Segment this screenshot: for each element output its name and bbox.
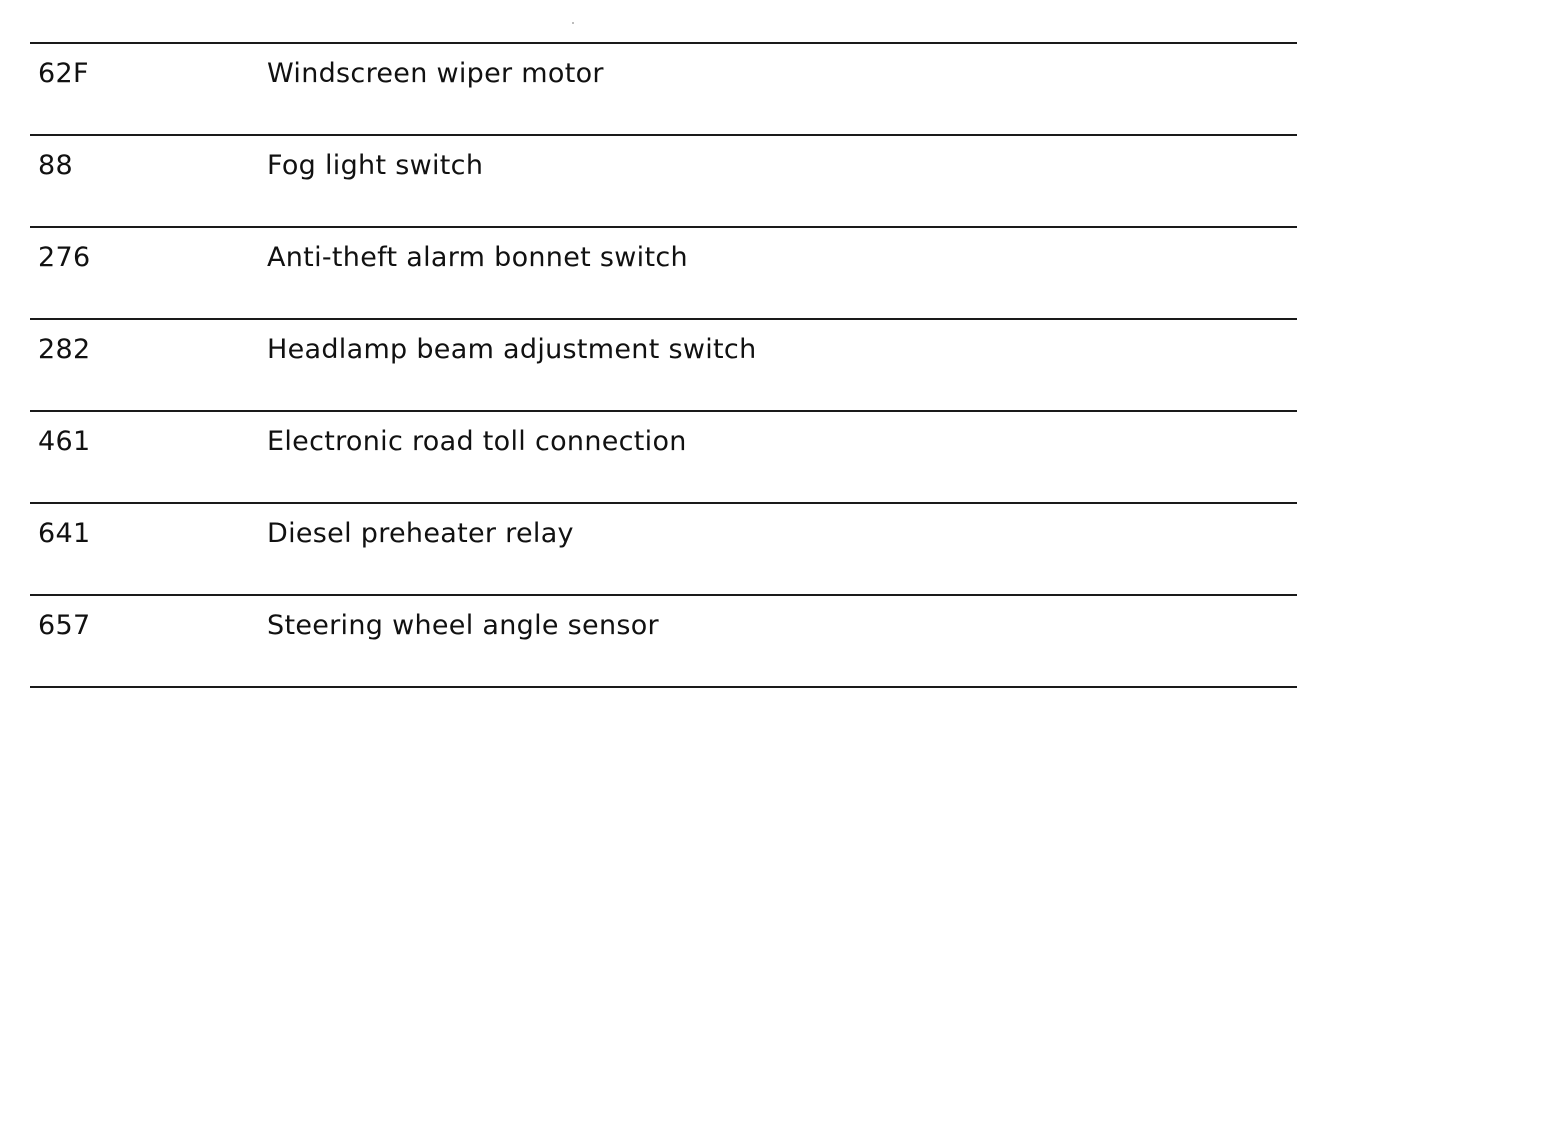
table-row xyxy=(30,504,1297,596)
component-description: Headlamp beam adjustment switch xyxy=(267,334,757,365)
component-description: Fog light switch xyxy=(267,150,484,181)
component-code: 276 xyxy=(38,242,91,273)
scan-speck xyxy=(572,22,574,24)
table-row xyxy=(30,412,1297,504)
component-description: Anti-theft alarm bonnet switch xyxy=(267,242,688,273)
table-row xyxy=(30,136,1297,228)
component-description: Windscreen wiper motor xyxy=(267,58,604,89)
table-row xyxy=(30,44,1297,136)
table-row xyxy=(30,228,1297,320)
component-description: Diesel preheater relay xyxy=(267,518,574,549)
component-description: Electronic road toll connection xyxy=(267,426,687,457)
table-row xyxy=(30,596,1297,688)
component-description: Steering wheel angle sensor xyxy=(267,610,659,641)
component-code: 461 xyxy=(38,426,91,457)
component-code: 88 xyxy=(38,150,73,181)
component-code: 641 xyxy=(38,518,91,549)
component-code: 657 xyxy=(38,610,91,641)
component-code: 62F xyxy=(38,58,89,89)
component-table xyxy=(30,42,1297,688)
component-code: 282 xyxy=(38,334,91,365)
table-row xyxy=(30,320,1297,412)
